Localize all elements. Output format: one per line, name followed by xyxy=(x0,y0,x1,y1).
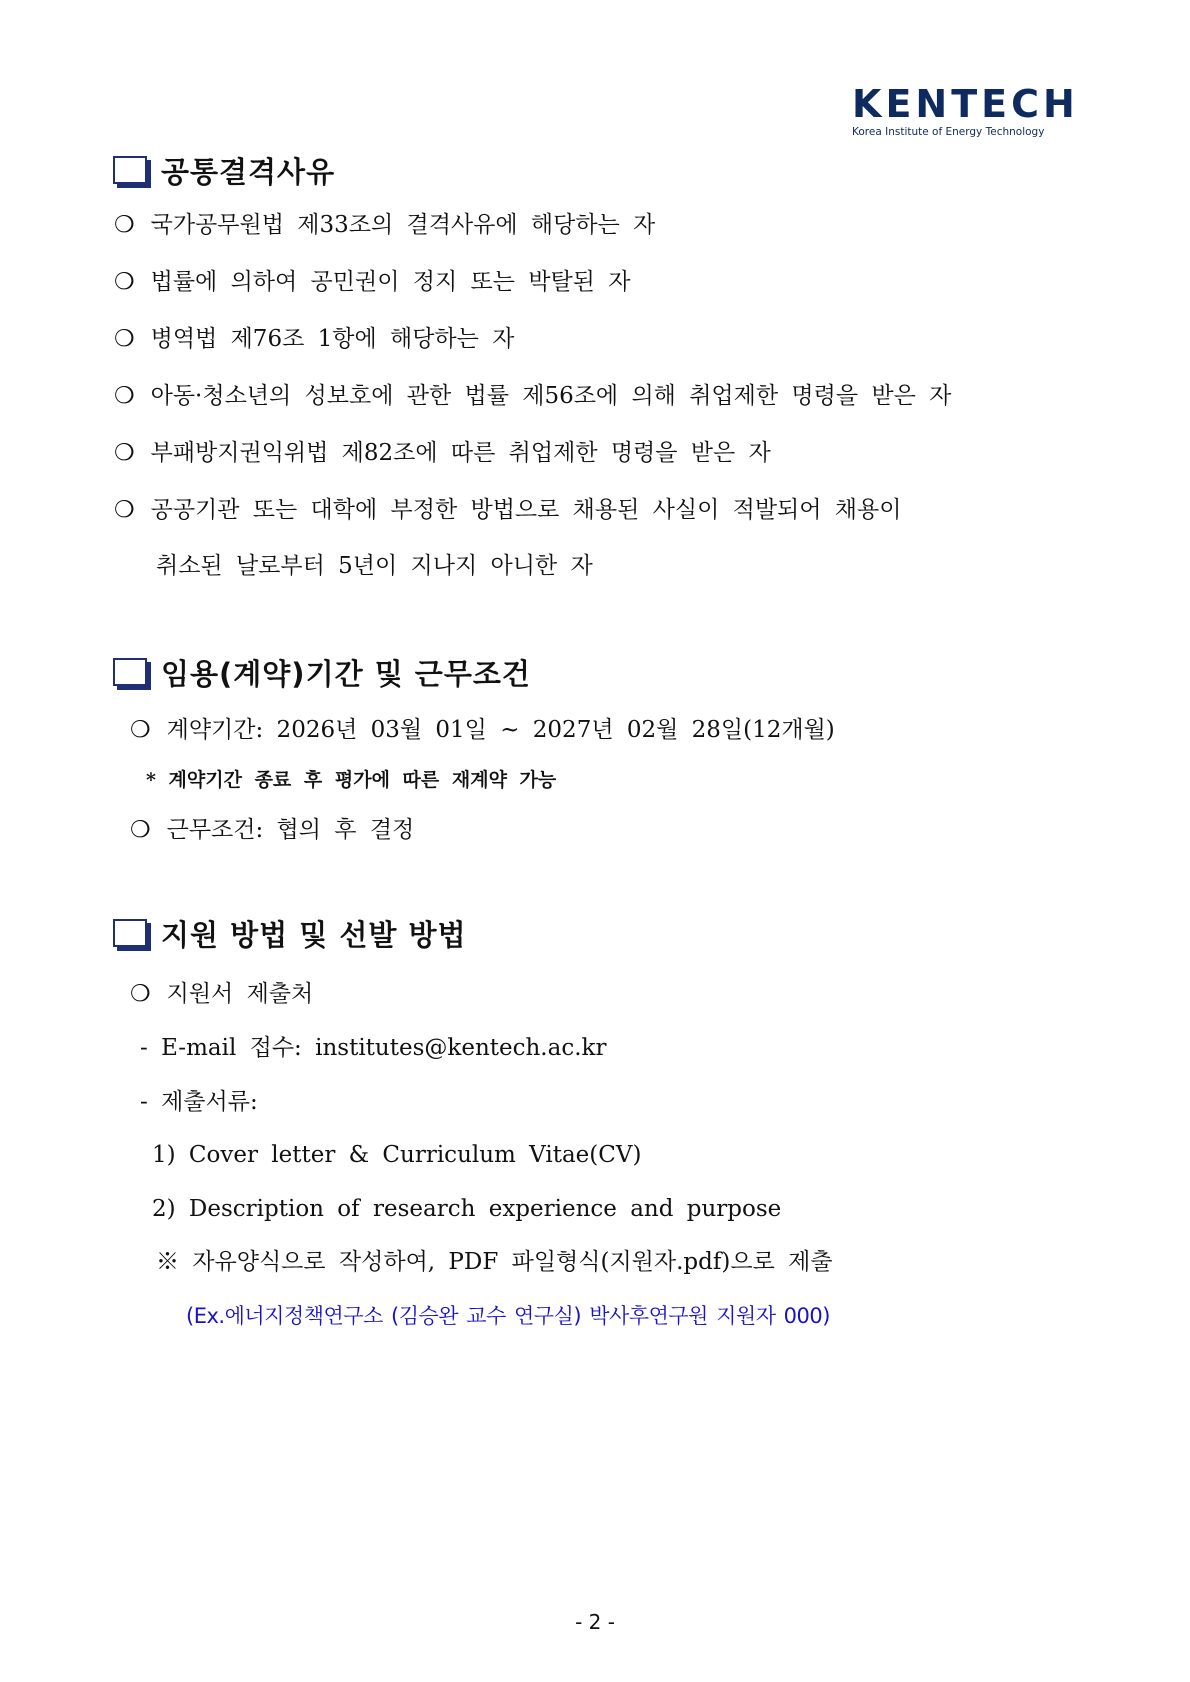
circle-bullet-icon: ❍ xyxy=(130,817,151,843)
circle-bullet-icon: ❍ xyxy=(114,269,135,295)
documents-label: - 제출서류: xyxy=(140,1089,258,1115)
checkbox-square-icon xyxy=(113,658,147,686)
list-item: ❍ 병역법 제76조 1항에 해당하는 자 xyxy=(114,326,515,352)
section-title: 임용(계약)기간 및 근무조건 xyxy=(161,656,531,691)
contract-note: * 계약기간 종료 후 평가에 따른 재계약 가능 xyxy=(146,769,557,791)
section-title: 지원 방법 및 선발 방법 xyxy=(161,917,467,952)
list-item: ❍ 부패방지권익위법 제82조에 따른 취업제한 명령을 받은 자 xyxy=(114,440,771,466)
list-item: ❍ 아동·청소년의 성보호에 관한 법률 제56조에 의해 취업제한 명령을 받은 자 xyxy=(114,383,952,409)
circle-bullet-icon: ❍ xyxy=(114,326,135,352)
list-item-continuation: 취소된 날로부터 5년이 지나지 아니한 자 xyxy=(156,553,593,579)
checkbox-square-icon xyxy=(113,919,147,947)
checkbox-square-icon xyxy=(113,156,147,184)
document-item: 2) Description of research experience and purpose xyxy=(152,1196,782,1222)
list-item: ❍ 국가공무원법 제33조의 결격사유에 해당하는 자 xyxy=(114,212,656,238)
circle-bullet-icon: ❍ xyxy=(130,717,151,743)
list-item: ❍ 공공기관 또는 대학에 부정한 방법으로 채용된 사실이 적발되어 채용이 xyxy=(114,497,902,523)
list-item: ❍ 근무조건: 협의 후 결정 xyxy=(130,817,415,843)
circle-bullet-icon: ❍ xyxy=(114,497,135,523)
document-item: 1) Cover letter & Curriculum Vitae(CV) xyxy=(152,1142,642,1168)
circle-bullet-icon: ❍ xyxy=(114,440,135,466)
circle-bullet-icon: ❍ xyxy=(114,383,135,409)
email-line: - E-mail 접수: institutes@kentech.ac.kr xyxy=(140,1035,607,1061)
section-heading-disqualification xyxy=(113,150,335,190)
section-heading-application xyxy=(113,913,467,953)
list-item: ❍ 계약기간: 2026년 03월 01일 ~ 2027년 02월 28일(12개월) xyxy=(130,717,835,743)
logo-wordmark: KENTECH xyxy=(852,82,1079,126)
circle-bullet-icon: ❍ xyxy=(114,212,135,238)
section-title: 공통결격사유 xyxy=(161,154,336,189)
section-heading-contract xyxy=(113,652,531,692)
list-item: ❍ 지원서 제출처 xyxy=(130,981,314,1007)
page-number: - 2 - xyxy=(575,1610,615,1634)
circle-bullet-icon: ❍ xyxy=(130,981,151,1007)
kentech-logo xyxy=(852,82,1079,138)
example-text: (Ex.에너지정책연구소 (김승완 교수 연구실) 박사후연구원 지원자 000) xyxy=(186,1304,830,1328)
list-item: ❍ 법률에 의하여 공민권이 정지 또는 박탈된 자 xyxy=(114,269,631,295)
format-note: ※ 자유양식으로 작성하여, PDF 파일형식(지원자.pdf)으로 제출 xyxy=(156,1249,833,1275)
logo-subtitle: Korea Institute of Energy Technology xyxy=(852,126,1045,138)
